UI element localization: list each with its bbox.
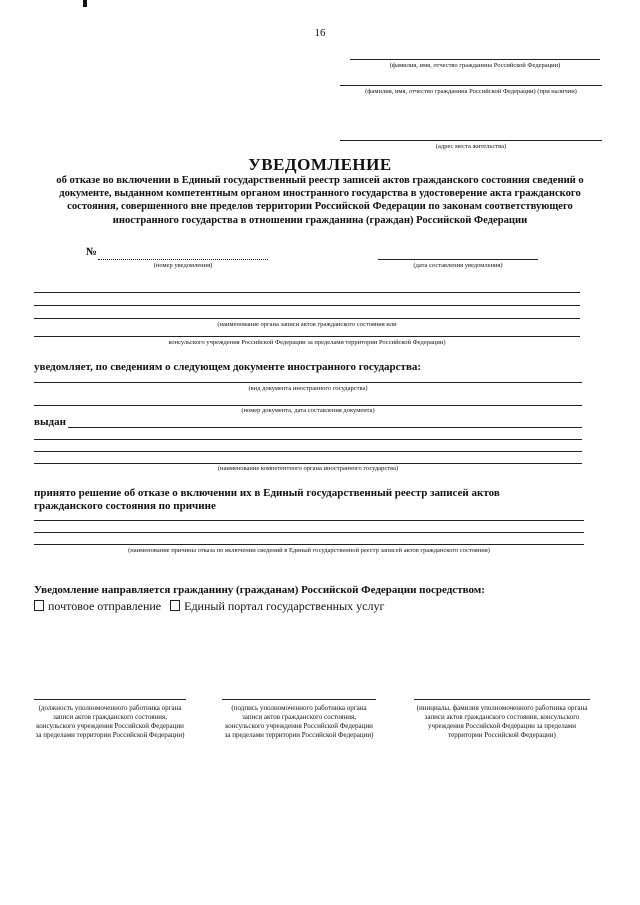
address-line[interactable]: [340, 140, 602, 141]
position-line[interactable]: [34, 699, 186, 700]
document-subtitle: об отказе во включении в Единый государственный реестр записей актов гражданского состояния сведений о документе, выданном компетентным органом иностранного государства в удостоверение акта гражданского состояния, совершенного вне пределов территории Российской Федерации по законам соответствующего иностранного государства в отношении гражданина (граждан) Российской Федерации: [56, 175, 584, 226]
fio-caption: (фамилия, имя, отчество гражданина Российской Федерации): [389, 62, 561, 69]
post-checkbox[interactable]: [34, 600, 44, 611]
issuer-caption: (наименование компетентного органа иностранного государства): [217, 465, 399, 472]
signature-line[interactable]: [222, 699, 376, 700]
signature-caption: (подпись уполномоченного работника органа записи актов гражданского состояния, консульского учреждения Российской Федерации за пределами территории Российской Федерации): [224, 704, 374, 739]
doc-number-line[interactable]: [34, 405, 582, 406]
scan-mark: [83, 0, 87, 7]
authority-line-4[interactable]: [34, 336, 580, 337]
document-title: УВЕДОМЛЕНИЕ: [248, 155, 392, 174]
notice-number-caption: (номер уведомления): [153, 262, 213, 269]
portal-checkbox[interactable]: [170, 600, 180, 611]
authority-line-1[interactable]: [34, 292, 580, 293]
portal-option-label: Единый портал государственных услуг: [184, 599, 385, 613]
issued-label: выдан: [34, 416, 66, 428]
post-option-label: почтовое отправление: [48, 599, 162, 613]
delivery-heading: Уведомление направляется гражданину (гражданам) Российской Федерации посредством:: [34, 584, 485, 596]
reason-line-3[interactable]: [34, 544, 584, 545]
reason-line-1[interactable]: [34, 520, 584, 521]
reason-line-2[interactable]: [34, 532, 584, 533]
doc-type-caption: (вид документа иностранного государства): [248, 385, 368, 392]
authority-caption-1: (наименование органа записи актов гражданского состояния или: [217, 321, 397, 328]
page-number: 16: [314, 27, 326, 39]
decision-heading-2: гражданского состояния по причине: [34, 500, 216, 512]
doc-type-line[interactable]: [34, 382, 582, 383]
notice-date-line[interactable]: [378, 259, 538, 260]
name-line[interactable]: [414, 699, 590, 700]
fio-line[interactable]: [350, 59, 600, 60]
number-sign: №: [86, 246, 98, 258]
fio2-caption: (фамилия, имя, отчество гражданина Российской Федерации) (при наличии): [365, 88, 577, 95]
address-caption: (адрес места жительства): [435, 143, 507, 150]
issuer-line-3[interactable]: [34, 451, 582, 452]
informs-heading: уведомляет, по сведениям о следующем документе иностранного государства:: [34, 361, 422, 373]
issuer-line-1[interactable]: [68, 427, 582, 428]
fio2-line[interactable]: [340, 85, 602, 86]
issuer-line-4[interactable]: [34, 463, 582, 464]
delivery-options: [34, 599, 384, 614]
authority-line-2[interactable]: [34, 305, 580, 306]
doc-number-caption: (номер документа, дата составления документа): [241, 407, 375, 414]
authority-line-3[interactable]: [34, 318, 580, 319]
issuer-line-2[interactable]: [34, 439, 582, 440]
notice-date-caption: (дата составления уведомления): [413, 262, 503, 269]
decision-heading-1: принято решение об отказе о включении их в Единый государственный реестр записей актов: [34, 487, 500, 499]
authority-caption-2: консульского учреждения Российской Федерации за пределами территории Российской Федерации): [168, 339, 446, 346]
notice-number-line[interactable]: [98, 259, 268, 260]
name-caption: (инициалы, фамилия уполномоченного работника органа записи актов гражданского состояния, консульского учреждения Российской Федерации за пределами территории Российской Федерации): [416, 704, 588, 739]
position-caption: (должность уполномоченного работника органа записи актов гражданского состояния, консульского учреждения Российской Федерации за пределами территории Российской Федерации): [35, 704, 185, 739]
reason-caption: (наименование причины отказа по включении сведений в Единый государственной реестр записей актов гражданского состояния): [128, 547, 490, 554]
